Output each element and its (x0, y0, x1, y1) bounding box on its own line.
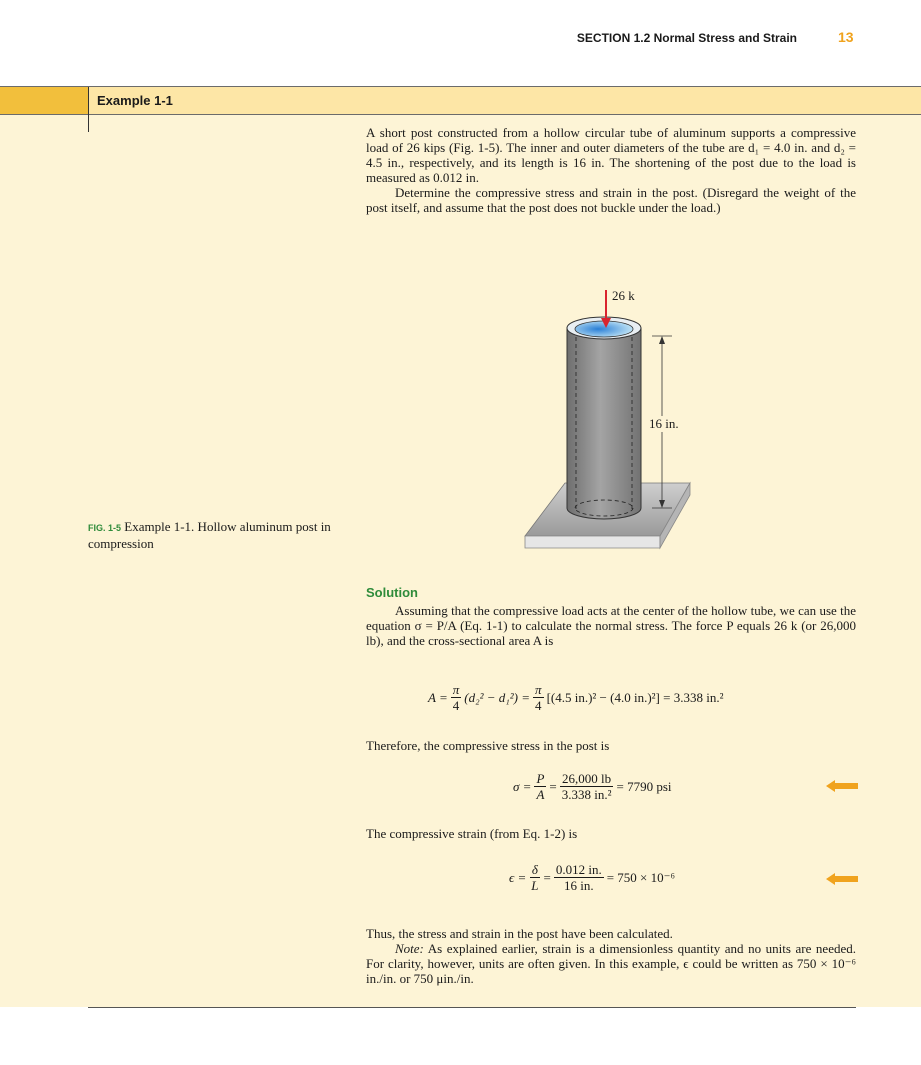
stress-intro: Therefore, the compressive stress in the post is (366, 738, 610, 753)
caption-text: Example 1-1. Hollow aluminum post in compression (88, 519, 331, 551)
problem-paragraph: A short post constructed from a hollow circular tube of aluminum supports a compressive load of 26 kips (Fig. 1-5). The inner and outer diameters of the tube are d₁ = 4.0 in. and d₂ = 4.5 in., respectively, and its length is 16 in. The shortening of the post due to the load is measured as 0.012 in. (366, 125, 856, 185)
bottom-rule (88, 1007, 856, 1008)
note-text: As explained earlier, strain is a dimensionless quantity and no units are needed. For clarity, however, units are often given. In this example, ϵ could be written as 750 × 10⁻⁶ in./in. or 750 μin./in. (366, 941, 856, 986)
solution-intro: Assuming that the compressive load acts at the center of the hollow tube, we can use the equation σ = P/A (Eq. 1-1) to calculate the normal stress. The force P equals 26 k (or 26,000 lb), and the cross-sectional area A is (366, 603, 856, 648)
example-title: Example 1-1 (97, 93, 173, 108)
strain-equation: ϵ = $\frac{\delta}{L}$ = $\frac{0.012 in.}{16 in.}$ = 750 × 10⁻⁶ (509, 862, 676, 893)
strain-intro: The compressive strain (from Eq. 1-2) is (366, 826, 578, 841)
base-plate-front (525, 536, 660, 548)
post-illustration (510, 280, 710, 560)
running-head (0, 30, 921, 50)
tube-body (567, 328, 641, 519)
area-equation: A = $\frac{\pi}{4}$ (d₂² − d₁²) = $\frac{\pi}{4}$ [(4.5 in.)² − (4.0 in.)²] = 3.338 in.² (428, 682, 724, 713)
load-label: 26 k (612, 288, 635, 303)
length-label: 16 in. (649, 416, 679, 431)
note-paragraph (366, 941, 856, 986)
section-title: SECTION 1.2 Normal Stress and Strain (576, 31, 797, 45)
conclusion (366, 926, 856, 986)
figure-hollow-post (510, 280, 710, 560)
result-arrow-icon (826, 873, 858, 885)
figure-number: FIG. 1-5 (88, 523, 122, 533)
problem-paragraph: Determine the compressive stress and strain in the post. (Disregard the weight of the post itself, and assume that the post does not buckle under the load.) (366, 185, 856, 215)
conclusion-text: Thus, the stress and strain in the post have been calculated. (366, 926, 673, 941)
stress-equation: σ = $\frac{P}{A}$ = $\frac{26,000 lb}{\text{3.338 in.²}}$ = 7790 psi (513, 771, 672, 802)
note-label: Note: (395, 941, 424, 956)
solution-heading: Solution (366, 585, 418, 600)
result-arrow-icon (826, 780, 858, 792)
header-divider (88, 87, 89, 132)
problem-statement (366, 125, 856, 215)
figure-caption (88, 519, 338, 551)
header-accent-block (0, 87, 88, 114)
page-number: 13 (838, 29, 854, 45)
example-header (0, 86, 921, 115)
